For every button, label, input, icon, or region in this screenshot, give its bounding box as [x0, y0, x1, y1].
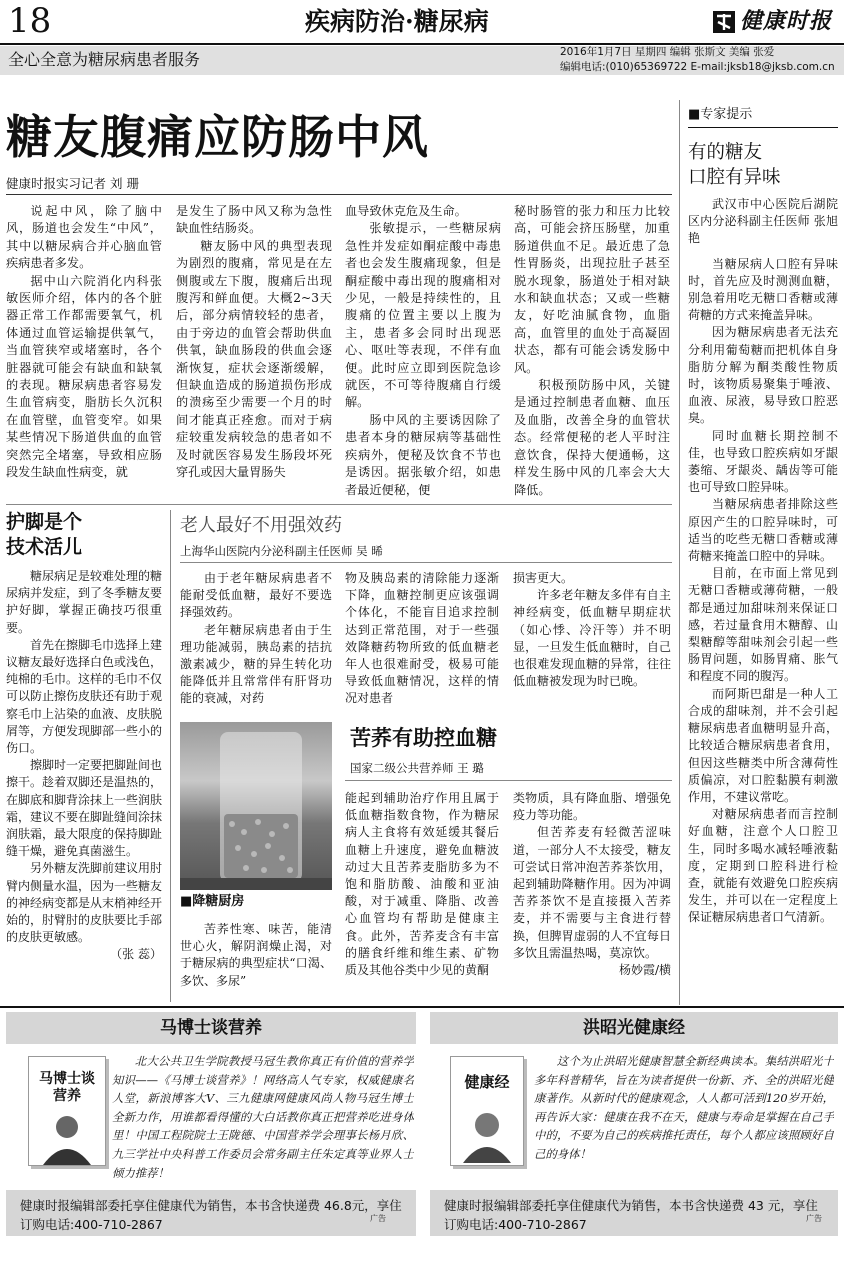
main-paragraph: 血导致休克危及生命。	[345, 204, 467, 218]
sidebar-author: 武汉市中心医院后湖院区内分泌科副主任医师 张旭艳	[688, 197, 838, 246]
buckwheat-title: 苦荞有助控血糖	[350, 725, 497, 750]
ad-2-price-line: 健康时报编辑部委托享住健康代为销售，本书含快递费 43 元，享住订购电话:400-710-2867	[444, 1198, 818, 1232]
buckwheat-col-1	[345, 790, 499, 1002]
main-paragraph: 积极预防肠中风，关键是通过控制患者血糖、血压及血脂，改善全身的血管状态。经常便秘的老人平时注意饮食，保持大便通畅，这样发生肠中风的几率会大大降低。	[514, 378, 670, 497]
author-portrait-icon	[29, 1109, 105, 1165]
elderly-col-3	[513, 570, 671, 710]
sidebar-title-line1: 有的糖友	[688, 142, 763, 163]
foot-paragraph: 糖尿病足是较难处理的糖尿病并发症，到了冬季糖友要护好脚，掌握正确技巧很重要。	[6, 569, 162, 635]
main-paragraph: 说起中风，除了脑中风，肠道也会发生“中风”，其中以糖尿病合并心脑血管疾病患者多发。	[6, 204, 162, 271]
main-paragraph: 张敏提示，一些糖尿病急性并发症如酮症酸中毒患者也会发生腹痛现象，但是酮症酸中毒出现的腹痛相对少见，一般是持续性的，且腹痛的位置主要以上腹为主，患者多会同时出现恶心、呕吐等表现，不伴有血便。此时应立即到医院急诊就医，不可等待腹痛自行缓解。	[345, 221, 501, 410]
author-portrait-icon	[451, 1105, 523, 1163]
buckwheat-paragraph: 类物质，具有降血脂、增强免疫力等功能。	[513, 791, 671, 823]
elderly-paragraph: 老年糖尿病患者由于生理功能减弱，胰岛素的拮抗激素减少，糖的异生转化功能降低并且常常伴有肝肾功能的衰减，对药	[180, 622, 332, 706]
sidebar-divider	[679, 100, 680, 1005]
buckwheat-col-2	[513, 790, 671, 1002]
ad-1-book-title: 马博士谈营养	[39, 1071, 95, 1104]
main-col-3	[345, 203, 501, 503]
foot-paragraph: 首先在擦脚毛巾选择上建议糖友最好选择白色或浅色，纯棉的毛巾。这样的毛巾不仅可以防止擦伤皮肤还有助于观察毛巾上沾染的血液、皮肤脱屑等，方便发现脚部一些小的伤口。	[6, 637, 162, 756]
ads-top-rule	[0, 1006, 844, 1008]
ad-1-book-cover	[28, 1056, 106, 1166]
elderly-rule	[180, 562, 672, 563]
elderly-paragraph: 物及胰岛素的清除能力逐渐下降，血糖控制更应该强调个体化，不能盲目追求控制达到正常范围，对于一些强效降糖药物所致的低血糖老年人也很难耐受，极易可能导致低血糖情况，这样的情况对患者	[345, 571, 499, 706]
ad-2-title: 洪昭光健康经	[430, 1012, 838, 1044]
section-title: 疾病防治·糖尿病	[305, 7, 489, 36]
ad-2-text: 这个为止洪昭光健康智慧全新经典读本。集结洪昭光十多年科普精华，旨在为读者提供一份新、齐、全的洪昭光健康著作。从新时代的健康观念，人人都可活到120岁开始，再告诉大家：健康在我不在天，健康与寿命是掌握在自己手中的，不要为自己的疾病推托责任，每个人都应该照顾好自己的身体！	[534, 1054, 834, 1161]
byline-rule	[6, 194, 672, 195]
foot-title-line2: 技术活儿	[6, 536, 83, 558]
sidebar-title-line2: 口腔有异味	[688, 167, 781, 188]
elderly-paragraph: 由于老年糖尿病患者不能耐受低血糖，最好不要选择强效药。	[180, 571, 332, 620]
sidebar-paragraph: 目前，在市面上常见到无糖口香糖或薄荷糖，一般都是通过加甜味剂来保证口感，若过量食用木糖醇、山梨糖醇等甜味剂会引起一些肠胃问题，如肠胃痛、胀气和程度不同的腹泻。	[688, 566, 838, 684]
buckwheat-photo	[180, 722, 332, 890]
elderly-author: 上海华山医院内分泌科副主任医师 吴 晞	[180, 544, 383, 558]
main-paragraph: 据中山六院消化内科张敏医师介绍，体内的各个脏器正常工作都需要氧气，机体通过血管运输提供氧气，当血管狭窄或堵塞时，各个脏器就可能会有缺血和缺氧的表现。糖尿病患者容易发生血管病变，脂肪长久沉积在血管壁，血管变窄。如果某些情况下肠道供血的血管突然完全堵塞，导致相应肠段发生缺血性病变，就	[6, 273, 162, 480]
buckwheat-paragraph: 但苦荞麦有轻微苦涩味道，一部分人不太接受，糖友可尝试日常冲泡苦荞茶饮用，起到辅助降糖作用。因为冲调苦荞茶饮不是直接摄入苦荞麦，并不需要与主食进行替换，但脾胃虚弱的人不宜每日多饮且需温热喝，莫凉饮。	[513, 825, 671, 960]
main-paragraph: 糖友肠中风的典型表现为剧烈的腹痛，常见是在左侧腹或左下腹，腹痛后出现腹泻和鲜血便。大概2~3天后，部分病情较轻的患者，由于旁边的血管会帮助供血供氧，缺血肠段的供血会逐渐恢复，症状会逐渐缓解，但缺血造成的肠道损伤形成的溃疡至少需要一个月的时间才能真正痊愈。而对于病症较重发病较急的患者如不及时就医容易发生肠段坏死穿孔或因大量胃肠失	[176, 238, 332, 480]
main-col-2	[176, 203, 332, 503]
ad-2-ad-mark: 广告	[806, 1214, 822, 1223]
sidebar-body	[688, 196, 838, 996]
buckwheat-signature: 杨妙霞/横	[618, 963, 671, 978]
page-number: 18	[8, 1, 52, 41]
foot-title-line1: 护脚是个	[6, 511, 83, 533]
date-line: 2016年1月7日 星期四 编辑 张斯文 美编 张爱	[560, 46, 775, 58]
contact-line: 编辑电话:(010)65369722 E-mail:jksb18@jksb.com.cn	[560, 61, 835, 73]
buckwheat-col-a	[180, 921, 332, 1001]
ad-1-ad-mark: 广告	[370, 1214, 386, 1223]
ad-1-text: 北大公共卫生学院教授马冠生教你真正有价值的营养学知识——《马博士谈营养》！网络高人气专家，权威健康名人堂，新浪博客大V、三九健康网健康风尚人物马冠生博士全新力作，用谁都看得懂的大白话教你真正把营养吃进身体里！中国工程院院士王陇德、中国营养学会理事长杨月欣、九三学社中央科普工作委员会常务副主任朱定真等业界人士倾力推荐！	[112, 1054, 414, 1180]
sidebar-paragraph: 而阿斯巴甜是一种人工合成的甜味剂，并不会引起糖尿病患者血糖明显升高，比较适合糖尿病患者食用，但因这些糖类中所含薄荷性质偏凉，对口腔黏膜有刺激作用，不建议常吃。	[688, 686, 838, 804]
sidebar-paragraph: 同时血糖长期控制不佳，也导致口腔疾病如牙龈萎缩、牙龈炎、龋齿等可能也可导致口腔异味。	[688, 428, 838, 495]
main-paragraph: 秘时肠管的张力和压力比较高，可能会挤压肠壁，加重肠道供血不足。最近患了急性胃肠炎，出现拉肚子甚至脱水现象，肠道处于相对缺水和缺血状态；又或一些糖友，好吃油腻食物，血脂高，血管里的血处于高凝固状态，都有可能会诱发肠中风。	[514, 204, 670, 375]
foot-paragraph: 另外糖友洗脚前建议用肘臂内侧量水温，因为一些糖友的神经病变都是从末梢神经开始的，肘臂肘的皮肤要比手部的皮肤更敏感。	[6, 861, 162, 945]
masthead-logo-text: 健康时报	[740, 8, 833, 34]
elderly-title: 老人最好不用强效药	[180, 515, 342, 536]
buckwheat-rule	[345, 780, 672, 781]
elderly-col-2	[345, 570, 499, 710]
ad-1-price-line: 健康时报编辑部委托享住健康代为销售，本书含快递费 46.8元，享住订购电话:400-710-2867	[20, 1198, 402, 1232]
jar-of-buckwheat-icon	[180, 722, 332, 890]
main-paragraph: 是发生了肠中风又称为急性缺血性结肠炎。	[176, 204, 332, 236]
main-paragraph: 肠中风的主要诱因除了患者本身的糖尿病等基础性疾病外，便秘及饮食不节也是诱因。据张敏介绍，如患者最近便秘，便	[345, 412, 501, 497]
buckwheat-author: 国家二级公共营养师 王 璐	[350, 761, 484, 775]
main-bottom-rule	[6, 504, 672, 505]
ad-2-price-box	[430, 1190, 838, 1236]
ad-1-title: 马博士谈营养	[6, 1012, 416, 1044]
buckwheat-paragraph: 苦荞性寒、味苦，能清世心火，解阴润燥止渴，对于糖尿病的典型症状“口渴、多饮、多尿”	[180, 922, 332, 988]
main-col-1	[6, 203, 162, 503]
foot-body	[6, 568, 162, 1002]
sidebar-paragraph: 当糖尿病人口腔有异味时，首先应及时测测血糖，别急着用吃无糖口香糖或薄荷糖的方式来掩盖异味。	[688, 256, 838, 323]
sidebar-paragraph: 对糖尿病患者而言控制好血糖，注意个人口腔卫生，同时多喝水减轻唾液黏度，定期到口腔科进行检查，就能有效避免口腔疾病发生，并可以在一定程度上保证糖尿病患者口气清新。	[688, 807, 838, 925]
kitchen-label: ■降糖厨房	[180, 894, 245, 909]
ad-2-book-title: 健康经	[464, 1073, 510, 1091]
buckwheat-paragraph: 能起到辅助治疗作用且属于低血糖指数食物，作为糖尿病人主食将有效延缓其餐后血糖上升速度，避免血糖波动过大且苦荞麦脂肪多为不饱和脂肪酸、油酸和亚油酸，对于减重、降脂、改善心血管均有帮助是健康主食。此外，苦荞麦含有丰富的膳食纤维和维生素、矿物质及其他谷类中少见的黄酮	[345, 791, 499, 978]
sidebar-label: ■专家提示	[688, 107, 753, 122]
slogan: 全心全意为糖尿病患者服务	[8, 50, 201, 69]
sidebar-paragraph: 当糖尿病患者排除这些原因产生的口腔异味时，可适当的吃些无糖口香糖或薄荷糖来掩盖口腔中的异味。	[688, 497, 838, 564]
ad-1-price-box	[6, 1190, 416, 1236]
sidebar-label-rule	[688, 127, 838, 128]
elderly-paragraph: 许多老年糖友多伴有自主神经病变，低血糖早期症状（如心悸、冷汗等）并不明显，一旦发生低血糖时，自己也很难发现血糖的异常，往往低血糖被发现为时已晚。	[513, 588, 671, 689]
sidebar-paragraph: 因为糖尿病患者无法充分利用葡萄糖而把机体自身脂肪分解为酮类酸性物质时，该物质易聚集于唾液、血液、尿液，易导致口腔恶臭。	[688, 325, 838, 426]
elderly-paragraph: 损害更大。	[513, 571, 574, 585]
foot-signature: （张 蕊）	[110, 947, 162, 962]
masthead-seal-icon	[712, 10, 736, 34]
foot-paragraph: 擦脚时一定要把脚趾间也擦干。趁着双脚还是温热的，在脚底和脚背涂抹上一些润肤霜，建议不要在脚趾缝间涂抹润肤霜，最大限度的保持脚趾缝干燥，避免真菌滋生。	[6, 758, 162, 859]
foot-divider	[170, 510, 171, 1002]
ad-2-book-cover	[450, 1056, 524, 1166]
main-col-4	[514, 203, 670, 503]
main-byline: 健康时报实习记者 刘 珊	[6, 176, 139, 191]
masthead-logo	[712, 6, 840, 38]
elderly-col-1	[180, 570, 332, 710]
main-headline: 糖友腹痛应防肠中风	[6, 110, 429, 164]
